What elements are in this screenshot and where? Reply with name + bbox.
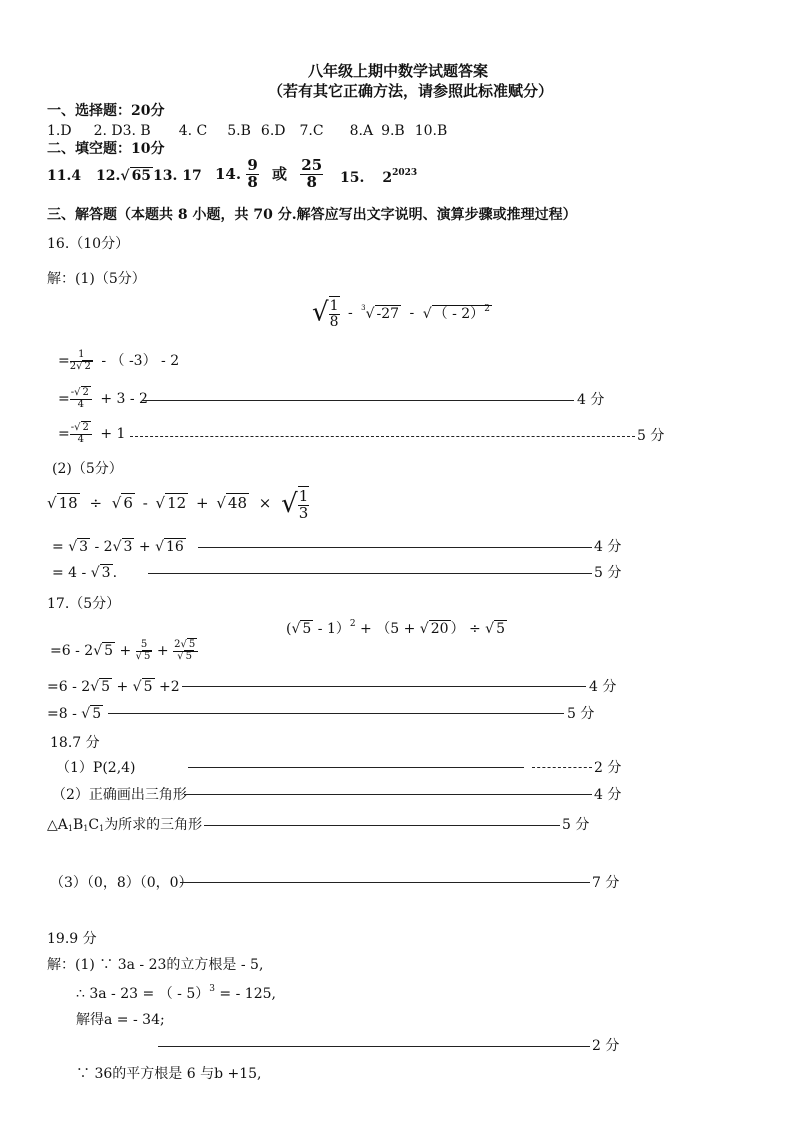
- q16-step3: = $\frac{-√ 2}{4}$ + 1: [58, 422, 126, 445]
- q19-label: 19.9 分: [47, 931, 97, 947]
- q18-part3: （3）（0，8）（0，0）: [50, 875, 193, 891]
- score-mark: 4 分: [577, 392, 605, 408]
- q18-part2: （2）正确画出三角形: [52, 787, 187, 803]
- answer-item: 8.A: [349, 123, 374, 139]
- score-mark: 2 分: [594, 760, 622, 776]
- section3-heading: 三、解答题（本题共 8 小题，共 70 分.解答应写出文字说明、演算步骤或推理过程）: [47, 207, 577, 223]
- section1-heading: 一、选择题：20分: [47, 103, 165, 119]
- q19-line4: ∵ 36的平方根是 6 与b +15,: [76, 1066, 262, 1082]
- leader-line: [532, 767, 592, 768]
- answer-item: 9.B: [381, 123, 405, 139]
- q14-answer: 14. $\frac{9}{8}$ 或 $\frac{25}{8}$: [215, 156, 323, 191]
- leader-line: [130, 436, 635, 437]
- fraction: $\frac{-√ 2}{4}$: [70, 388, 92, 410]
- fraction: $\frac{9}{8}$: [247, 156, 258, 191]
- q19-line1: 解：(1) ∵ 3a - 23的立方根是 - 5,: [47, 957, 264, 973]
- leader-line: [108, 713, 564, 714]
- q17-step1: =6 - 2√ 5 + $\frac{5}{√ 5}$ + $\frac{2√ 5}{√ 5}$: [50, 640, 198, 662]
- q16-part1-expression: √ $\frac{1}{8}$ - $^3$√ -27 - √ （ - 2）$^2$: [312, 297, 490, 330]
- q17-label: 17.（5分）: [47, 596, 121, 612]
- q18-label: 18.7 分: [50, 735, 100, 751]
- leader-line: [198, 547, 592, 548]
- score-mark: 4 分: [594, 787, 622, 803]
- q12-answer: 12.√ 65: [96, 168, 152, 184]
- page-title: 八年级上期中数学试题答案: [308, 62, 489, 80]
- fraction: $\frac{1}{2√ 2}$: [69, 349, 91, 372]
- q16-part2-step1: = √ 3 - 2√ 3 + √ 16: [52, 539, 184, 555]
- answer-item: 4. C: [178, 123, 208, 139]
- q19-line2: ∴ 3a - 23 = （ - 5）$^3$ = - 125,: [76, 984, 276, 1002]
- answer-item: 1.D: [47, 123, 72, 139]
- leader-line: [142, 400, 574, 401]
- leader-line: [180, 882, 590, 883]
- answer-item: 5.B: [227, 123, 251, 139]
- score-mark: 5 分: [637, 428, 665, 444]
- q18-part1: （1）P(2,4): [56, 760, 136, 776]
- score-mark: 7 分: [592, 875, 620, 891]
- leader-line: [184, 794, 592, 795]
- answer-item: 10.B: [414, 123, 448, 139]
- q16-part2-expression: √ 18 ÷ √ 6 - √ 12 + √ 48 × √ $\frac{1}{3}$: [47, 487, 309, 522]
- leader-line: [148, 573, 592, 574]
- q16-label: 16.（10分）: [47, 236, 130, 252]
- leader-line: [188, 767, 524, 768]
- answer-item: 2. D3. B: [93, 123, 151, 139]
- q16-part2-label: (2)（5分）: [52, 461, 123, 477]
- fraction: $\frac{1}{8}$: [329, 298, 339, 330]
- fraction: $\frac{1}{3}$: [298, 487, 309, 522]
- fraction: $\frac{25}{8}$: [301, 156, 323, 191]
- q11-answer: 11.4: [47, 168, 82, 184]
- section1-answers: [47, 124, 447, 138]
- section2-heading: 二、填空题：10分: [47, 141, 165, 157]
- leader-line: [158, 1046, 590, 1047]
- q16-part2-step2: = 4 - √ 3 .: [52, 565, 118, 581]
- q13-answer: 13. 17: [153, 168, 202, 184]
- leader-line: [204, 825, 560, 826]
- q18-part2-conclusion: $\triangle A_1B_1C_1$为所求的三角形: [47, 817, 203, 833]
- q15-answer: 15. $2^{2023}$: [340, 168, 418, 186]
- score-mark: 2 分: [592, 1038, 620, 1054]
- q17-expression: (√ 5 - 1）$^2$ + （5 + √ 20 ） ÷ √ 5: [286, 619, 505, 637]
- q17-step2: =6 - 2√ 5 + √ 5 +2: [47, 679, 180, 695]
- score-mark: 5 分: [562, 817, 590, 833]
- q17-step3: =8 - √ 5: [47, 706, 102, 722]
- q16-step2: = $\frac{-√ 2}{4}$ + 3 - 2: [58, 387, 148, 410]
- score-mark: 4 分: [589, 679, 617, 695]
- score-mark: 4 分: [594, 539, 622, 555]
- leader-line: [182, 686, 586, 687]
- score-mark: 5 分: [594, 565, 622, 581]
- q19-line3: 解得a = - 34;: [76, 1012, 165, 1028]
- score-mark: 5 分: [567, 706, 595, 722]
- fraction: $\frac{2√ 5}{√ 5}$: [173, 640, 198, 662]
- q16-step1: = $\frac{1}{2√ 2}$ - （ -3） - 2: [58, 349, 180, 372]
- q16-part1-label: 解：(1)（5分）: [47, 271, 146, 287]
- fraction: $\frac{-√ 2}{4}$: [70, 423, 92, 445]
- answer-item: 6.D: [260, 123, 286, 139]
- answer-item: 7.C: [299, 123, 324, 139]
- page-subtitle: （若有其它正确方法，请参照此标准赋分）: [268, 82, 554, 100]
- fraction: $\frac{5}{√ 5}$: [135, 639, 151, 662]
